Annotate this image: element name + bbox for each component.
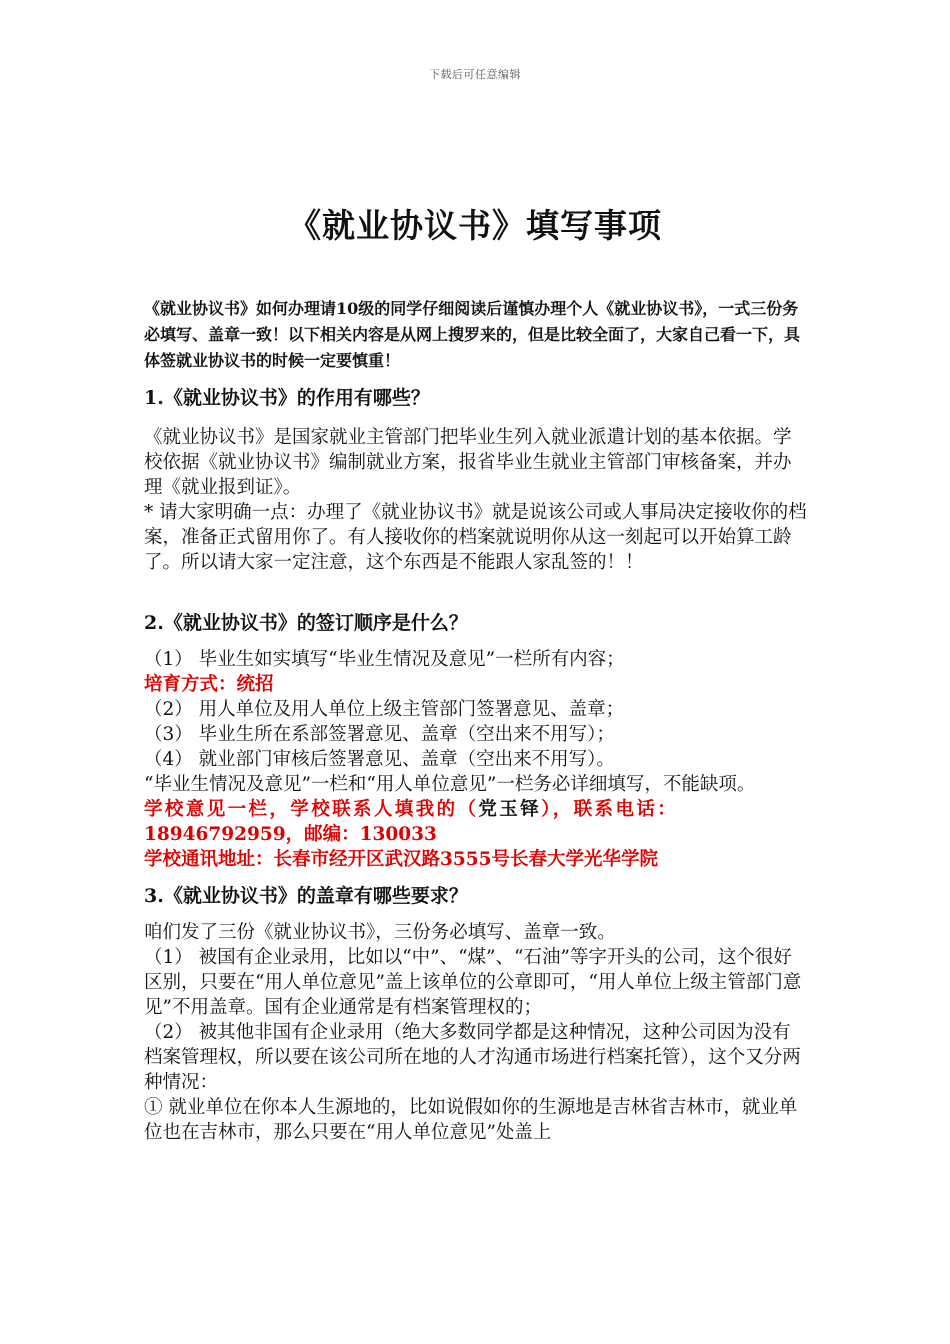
section-3-paragraph-3: （2） 被其他非国有企业录用（绝大多数同学都是这种情况，这种公司因为没有档案管理权，所以要在该公司所在地的人才沟通市场进行档案托管），这个又分两种情况： bbox=[144, 1022, 801, 1093]
section-2-step-2: （2） 用人单位及用人单位上级主管部门签署意见、盖章； bbox=[144, 699, 625, 720]
section-3-paragraph-1: 咱们发了三份《就业协议书》，三份务必填写、盖章一致。 bbox=[144, 922, 616, 943]
section-1-paragraph-2: * 请大家明确一点：办理了《就业协议书》就是说该公司或人事局决定接收你的档案，准备正式留用你了。有人接收你的档案就说明你从这一刻起可以开始算工龄了。所以请大家一定注意，这个东西是不能跟人家乱签的！！ bbox=[144, 502, 807, 573]
intro-paragraph: 《就业协议书》如何办理请10级的同学仔细阅读后谨慎办理个人《就业协议书》，一式三份务必填写、盖章一致！以下相关内容是从网上搜罗来的，但是比较全面了，大家自己看一下，具体签就业协议书的时候一定要慎重！ bbox=[144, 299, 801, 370]
school-contact-line bbox=[144, 797, 809, 822]
section-2-step-1: （1） 毕业生如实填写“毕业生情况及意见”一栏所有内容； bbox=[144, 649, 625, 670]
page-header: 下载后可任意编辑 bbox=[429, 68, 521, 81]
section-2-heading: 2.《就业协议书》的签订顺序是什么？ bbox=[144, 612, 468, 634]
section-1-heading: 1.《就业协议书》的作用有哪些？ bbox=[144, 387, 430, 409]
school-phone-postcode: 18946792959，邮编：130033 bbox=[144, 824, 437, 845]
section-2-step-3: （3） 毕业生所在系部签署意见、盖章（空出来不用写）； bbox=[144, 724, 615, 745]
document-title: 《就业协议书》填写事项 bbox=[288, 206, 662, 245]
section-3-heading: 3.《就业协议书》的盖章有哪些要求？ bbox=[144, 885, 468, 907]
section-1-paragraph-1: 《就业协议书》是国家就业主管部门把毕业生列入就业派遣计划的基本依据。学校依据《就业协议书》编制就业方案，报省毕业生就业主管部门审核备案，并办理《就业报到证》。 bbox=[144, 427, 792, 498]
section-2-note: “毕业生情况及意见”一栏和“用人单位意见”一栏务必详细填写，不能缺项。 bbox=[144, 774, 756, 795]
school-address: 学校通讯地址：长春市经开区武汉路3555号长春大学光华学院 bbox=[144, 849, 658, 870]
training-mode-note: 培育方式：统招 bbox=[144, 674, 274, 695]
school-contact-text-b: ），联系电话： bbox=[541, 799, 679, 820]
section-2-step-4: （4） 就业部门审核后签署意见、盖章（空出来不用写）。 bbox=[144, 749, 615, 770]
school-contact-text-a: 学校意见一栏，学校联系人填我的（ bbox=[144, 799, 479, 820]
section-3-paragraph-4: ① 就业单位在你本人生源地的，比如说假如你的生源地是吉林省吉林市，就业单位也在吉林市，那么只要在“用人单位意见”处盖上 bbox=[144, 1097, 798, 1143]
section-3-paragraph-2: （1） 被国有企业录用，比如以“中”、“煤”、“石油”等字开头的公司，这个很好区别，只要在“用人单位意见”盖上该单位的公章即可，“用人单位上级主管部门意见”不用盖章。国有企业通常是有档案管理权的； bbox=[144, 947, 802, 1018]
document-body bbox=[144, 296, 809, 1145]
school-contact-name: 党玉铎 bbox=[478, 799, 542, 820]
